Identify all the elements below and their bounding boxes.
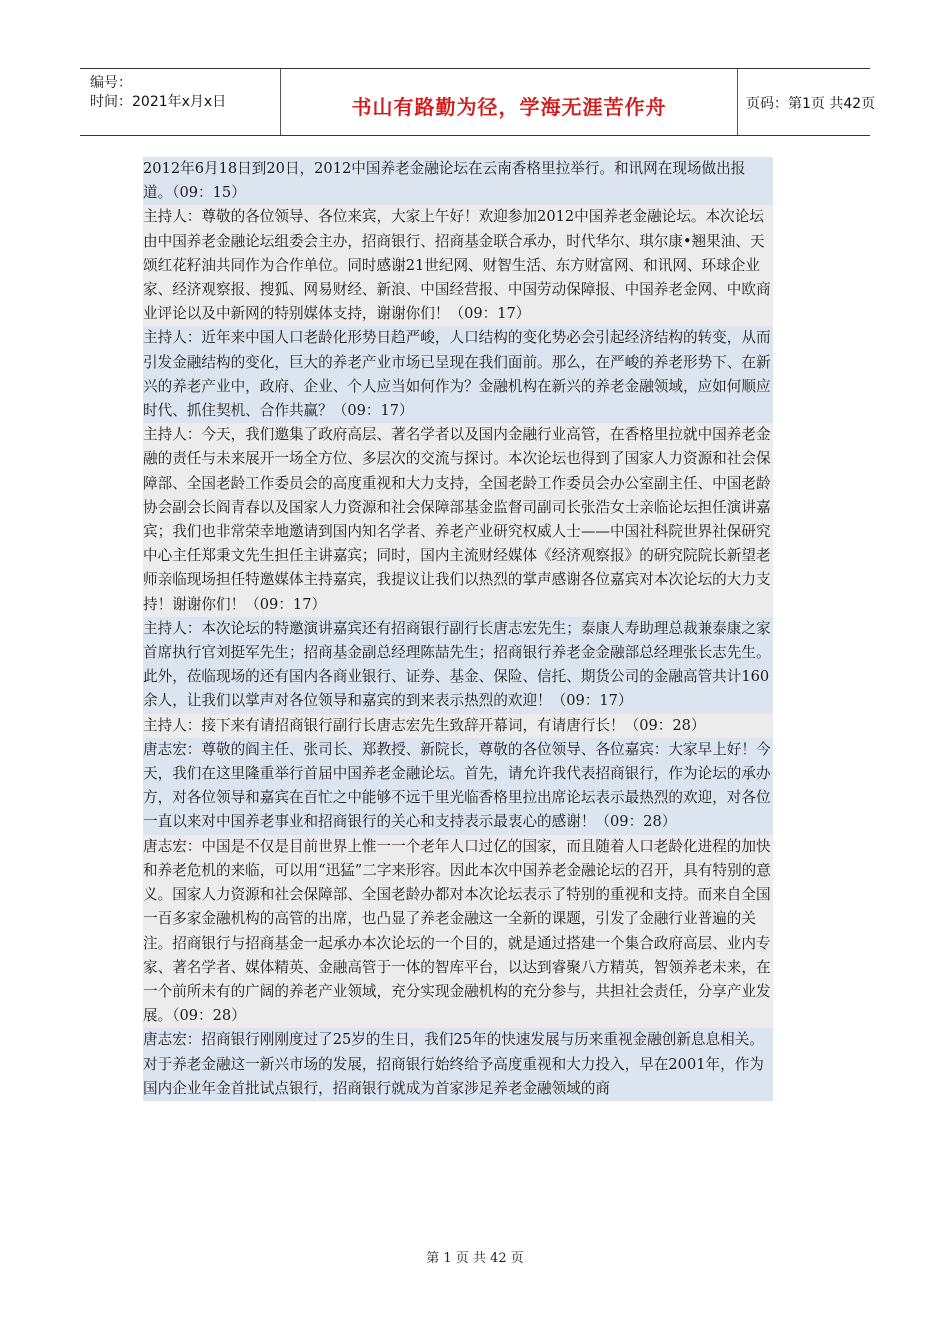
paragraph-host-welcome: 主持人：尊敬的各位领导、各位来宾，大家上午好！欢迎参加2012中国养老金融论坛。本次论坛由中国养老金融论坛组委会主办，招商银行、招商基金联合承办，时代华尔、琪尔康•翘果油、天颂红花籽油共同作为合作单位。同时感谢21世纪网、财智生活、东方财富网、和讯网、环球企业家、经济观察报、搜狐、网易财经、新浪、中国经营报、中国劳动保障报、中国养老金网、中欧商业评论以及中新网的特别媒体支持，谢谢你们！（09：17） bbox=[143, 205, 773, 326]
paragraph-host-speakers: 主持人：本次论坛的特邀演讲嘉宾还有招商银行副行长唐志宏先生；泰康人寿助理总裁兼泰康之家首席执行官刘挺军先生；招商基金副总经理陈喆先生；招商银行养老金金融部总经理张长志先生。此外，莅临现场的还有国内各商业银行、证券、基金、保险、信托、期货公司的金融高管共计160余人，让我们以掌声对各位领导和嘉宾的到来表示热烈的欢迎！（09：17） bbox=[143, 617, 773, 714]
document-body bbox=[143, 157, 773, 1101]
header-info-cell bbox=[80, 69, 280, 135]
paragraph-tang-history: 唐志宏：招商银行刚刚度过了25岁的生日，我们25年的快速发展与历来重视金融创新息息相关。对于养老金融这一新兴市场的发展，招商银行始终给予高度重视和大力投入，早在2001年，作为国内企业年金首批试点银行，招商银行就成为首家涉足养老金融领域的商 bbox=[143, 1028, 773, 1101]
paragraph-host-aging: 主持人：近年来中国人口老龄化形势日趋严峻，人口结构的变化势必会引起经济结构的转变，从而引发金融结构的变化，巨大的养老产业市场已呈现在我们面前。那么，在严峻的养老形势下、在新兴的养老产业中，政府、企业、个人应当如何作为？金融机构在新兴的养老金融领域，应如何顺应时代、抓住契机、合作共赢？（09：17） bbox=[143, 326, 773, 423]
header-motto: 书山有路勤为径，学海无涯苦作舟 bbox=[351, 95, 667, 119]
document-date-label: 时间：2021年x月x日 bbox=[90, 94, 227, 110]
paragraph-host-guests: 主持人：今天，我们邀集了政府高层、著名学者以及国内金融行业高管，在香格里拉就中国养老金融的责任与未来展开一场全方位、多层次的交流与探讨。本次论坛也得到了国家人力资源和社会保障部、全国老龄工作委员会的高度重视和大力支持，全国老龄工作委员会办公室副主任、中国老龄协会副会长阎青春以及国家人力资源和社会保障部基金监督司副司长张浩女士亲临论坛担任演讲嘉宾；我们也非常荣幸地邀请到国内知名学者、养老产业研究权威人士——中国社科院世界社保研究中心主任郑秉文先生担任主讲嘉宾；同时，国内主流财经媒体《经济观察报》的研究院院长新望老师亲临现场担任特邀媒体主持嘉宾，我提议让我们以热烈的掌声感谢各位嘉宾对本次论坛的大力支持！谢谢你们！（09：17） bbox=[143, 423, 773, 617]
paragraph-tang-significance: 唐志宏：中国是不仅是目前世界上惟一一个老年人口过亿的国家，而且随着人口老龄化进程的加快和养老危机的来临，可以用“迅猛”二字来形容。因此本次中国养老金融论坛的召开，具有特别的意义。国家人力资源和社会保障部、全国老龄办都对本次论坛表示了特别的重视和支持。而来自全国一百多家金融机构的高管的出席，也凸显了养老金融这一全新的课题，引发了金融行业普遍的关注。招商银行与招商基金一起承办本次论坛的一个目的，就是通过搭建一个集合政府高层、业内专家、著名学者、媒体精英、金融高管于一体的智库平台，以达到睿聚八方精英，智领养老未来，在一个前所未有的广阔的养老产业领域，充分实现金融机构的充分参与，共担社会责任，分享产业发展。（09：28） bbox=[143, 835, 773, 1029]
page-header bbox=[80, 68, 876, 136]
header-page-number: 页码：第1页 共42页 bbox=[746, 96, 876, 112]
header-motto-cell bbox=[280, 69, 738, 135]
page-footer: 第 1 页 共 42 页 bbox=[426, 1251, 524, 1266]
document-code-label: 编号： bbox=[90, 75, 132, 91]
paragraph-tang-opening: 唐志宏：尊敬的阎主任、张司长、郑教授、新院长，尊敬的各位领导、各位嘉宾：大家早上好！今天，我们在这里隆重举行首届中国养老金融论坛。首先，请允许我代表招商银行，作为论坛的承办方，对各位领导和嘉宾在百忙之中能够不远千里光临香格里拉出席论坛表示最热烈的欢迎，对各位一直以来对中国养老事业和招商银行的关心和支持表示最衷心的感谢！（09：28） bbox=[143, 738, 773, 835]
paragraph-intro: 2012年6月18日到20日，2012中国养老金融论坛在云南香格里拉举行。和讯网在现场做出报道。（09：15） bbox=[143, 157, 773, 205]
paragraph-host-invite: 主持人：接下来有请招商银行副行长唐志宏先生致辞开幕词，有请唐行长！（09：28） bbox=[143, 714, 773, 738]
